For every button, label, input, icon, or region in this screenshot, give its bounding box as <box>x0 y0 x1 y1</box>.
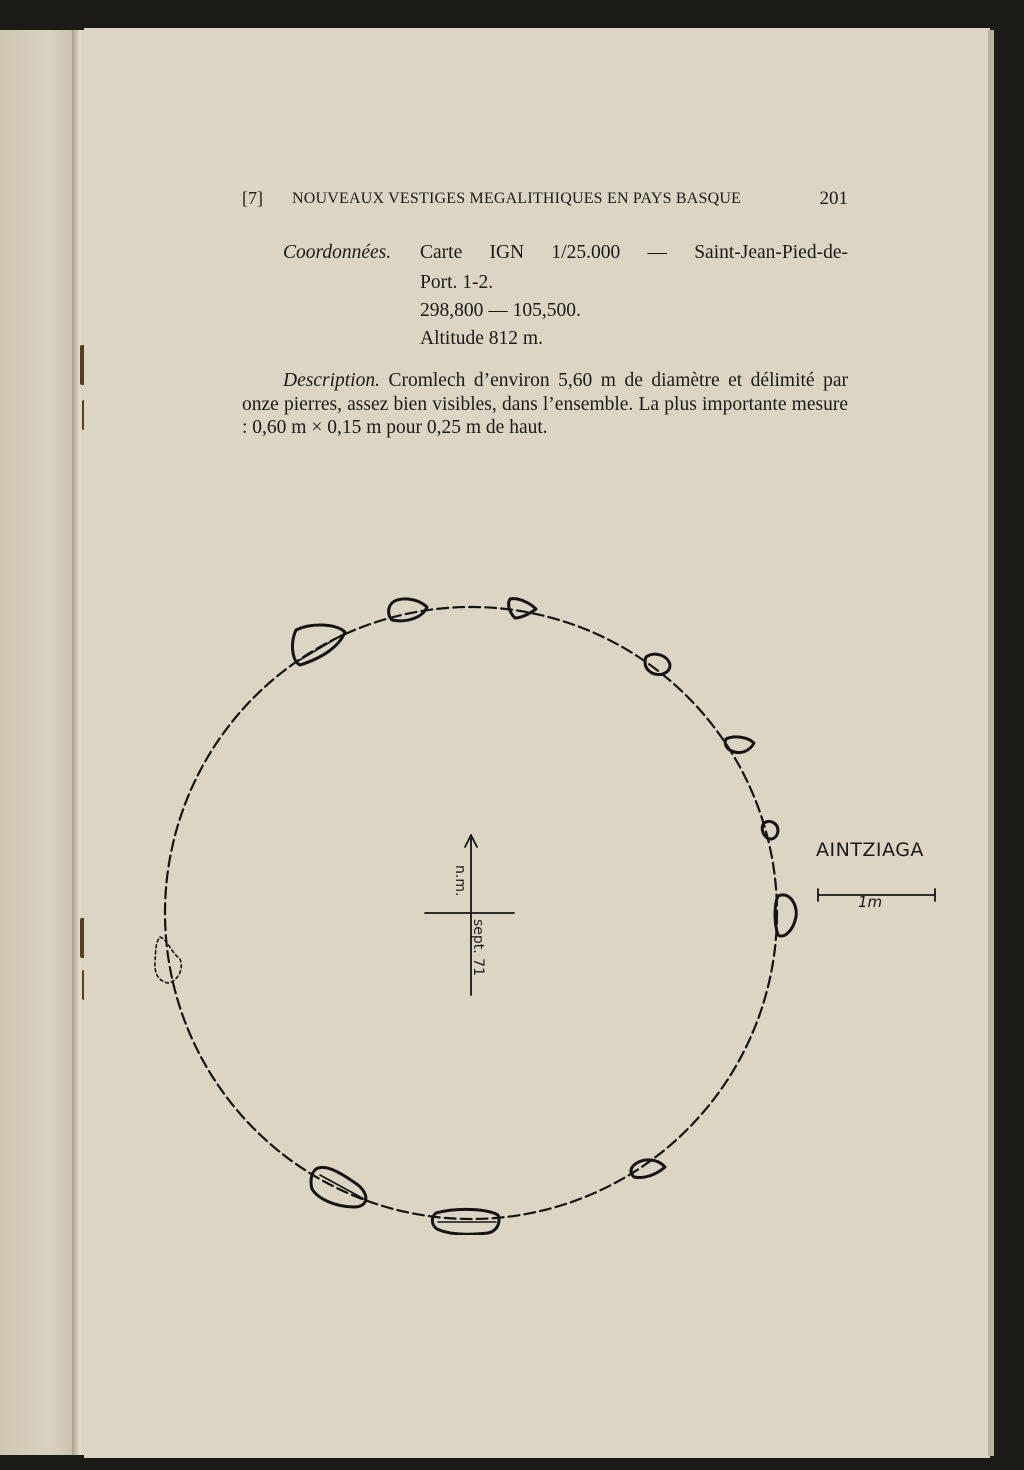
stone <box>311 1167 366 1207</box>
site-name-label: AINTZIAGA <box>816 839 924 861</box>
description-label: Description. <box>283 370 380 391</box>
stone <box>725 737 754 753</box>
xy-coordinates: 298,800 — 105,500. <box>420 300 581 321</box>
map-sheet-continued: Port. 1-2. <box>420 272 494 293</box>
page-number: 201 <box>819 188 848 209</box>
page-edge <box>988 30 994 1456</box>
scale-label: 1m <box>858 893 883 911</box>
map-sheet: Saint-Jean-Pied-de- <box>694 242 848 263</box>
coordinates-label: Coordonnées. <box>283 242 392 263</box>
north-label: n.m. <box>452 865 468 897</box>
coordinates-map-line <box>420 241 848 265</box>
map-dash: — <box>647 242 667 263</box>
cromlech-plan-drawing <box>140 585 960 1235</box>
map-ref: Carte <box>420 242 463 263</box>
running-title: NOUVEAUX VESTIGES MEGALITHIQUES EN PAYS BASQUE <box>292 190 742 207</box>
stone-line <box>320 1175 364 1199</box>
map-org: IGN <box>489 242 525 263</box>
cromlech-plan-figure <box>140 585 960 1235</box>
description-text: Cromlech d’environ 5,60 m de diamètre et délimité par onze pierres, assez bien visibles, dans l’ensemble. La plus importante mesure : 0,60 m × 0,15 m pour 0,25 m de haut. <box>242 370 848 438</box>
altitude: Altitude 812 m. <box>420 328 543 349</box>
section-number: [7] <box>242 188 263 208</box>
stone <box>762 821 778 839</box>
stone <box>775 895 796 936</box>
stone <box>509 599 536 618</box>
description-paragraph <box>242 369 848 440</box>
date-label: sept. 71 <box>470 919 486 976</box>
map-scale: 1/25.000 <box>551 242 621 263</box>
facing-page <box>0 30 82 1455</box>
